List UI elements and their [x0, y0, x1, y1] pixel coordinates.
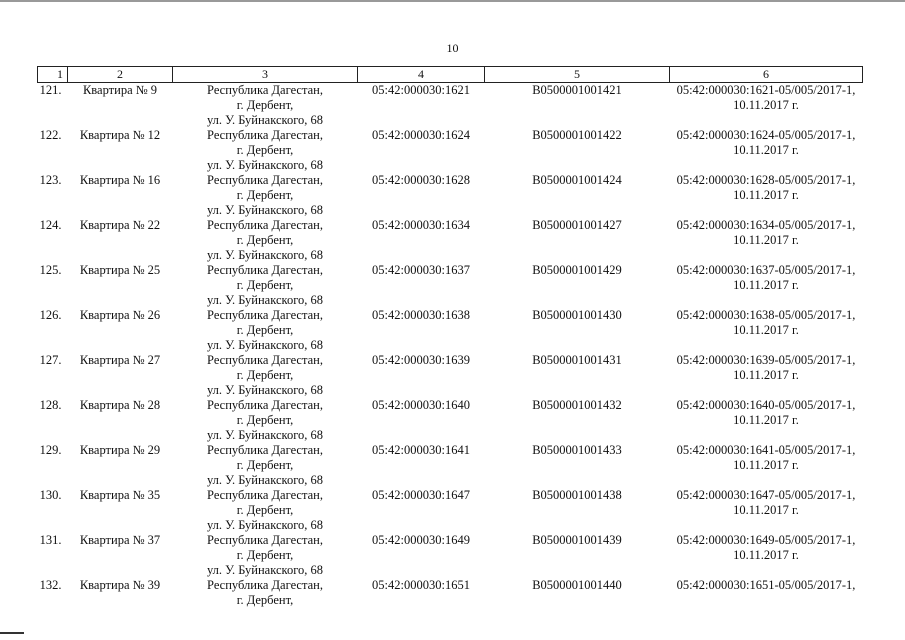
header-col-3: 3: [173, 67, 358, 83]
cadastral-number: 05:42:000030:1647: [372, 488, 470, 502]
address-line: г. Дербент,: [236, 143, 294, 157]
registration-record: [670, 533, 863, 578]
address-line: Республика Дагестан,: [207, 488, 323, 502]
object-name: Квартира № 29: [79, 443, 161, 457]
registry-code: В0500001001431: [532, 353, 622, 367]
header-col-2: 2: [68, 67, 173, 83]
registration-number: 05:42:000030:1641-05/005/2017-1,: [676, 443, 856, 457]
registration-number: 05:42:000030:1638-05/005/2017-1,: [676, 308, 856, 322]
object-address: [173, 83, 358, 129]
address-line: Республика Дагестан,: [207, 353, 323, 367]
row-number: 127.: [39, 353, 62, 367]
row-number: 128.: [39, 398, 62, 412]
registration-number: 05:42:000030:1634-05/005/2017-1,: [676, 218, 856, 232]
cadastral-number: 05:42:000030:1640: [372, 398, 470, 412]
address-line: Республика Дагестан,: [207, 83, 323, 97]
header-row: [38, 67, 863, 83]
row-number: 131.: [39, 533, 62, 547]
header-col-6: 6: [670, 67, 863, 83]
table-row: [38, 173, 863, 218]
address-line: ул. У. Буйнакского, 68: [206, 473, 324, 487]
object-name: Квартира № 12: [79, 128, 161, 142]
object-name: Квартира № 28: [79, 398, 161, 412]
table-row: [38, 308, 863, 353]
row-number: 122.: [39, 128, 62, 142]
registration-date: 10.11.2017 г.: [733, 368, 799, 382]
address-line: Республика Дагестан,: [207, 218, 323, 232]
table-row: [38, 533, 863, 578]
address-line: ул. У. Буйнакского, 68: [206, 563, 324, 577]
table-row: [38, 83, 863, 129]
address-line: ул. У. Буйнакского, 68: [206, 338, 324, 352]
registration-record: [670, 173, 863, 218]
object-address: [173, 173, 358, 218]
registration-number: 05:42:000030:1640-05/005/2017-1,: [676, 398, 856, 412]
table-row: [38, 578, 863, 608]
address-line: Республика Дагестан,: [207, 443, 323, 457]
object-address: [173, 353, 358, 398]
registration-date: 10.11.2017 г.: [733, 278, 799, 292]
registration-number: 05:42:000030:1628-05/005/2017-1,: [676, 173, 856, 187]
address-line: г. Дербент,: [236, 458, 294, 472]
address-line: г. Дербент,: [236, 593, 294, 607]
registration-record: [670, 398, 863, 443]
object-address: [173, 488, 358, 533]
address-line: г. Дербент,: [236, 323, 294, 337]
address-line: г. Дербент,: [236, 233, 294, 247]
row-number: 125.: [39, 263, 62, 277]
row-number: 123.: [39, 173, 62, 187]
scan-edge-bottom-left: [0, 632, 24, 634]
registration-record: [670, 128, 863, 173]
address-line: Республика Дагестан,: [207, 578, 323, 592]
registration-record: [670, 263, 863, 308]
registry-code: В0500001001433: [532, 443, 622, 457]
object-name: Квартира № 27: [79, 353, 161, 367]
registration-number: 05:42:000030:1639-05/005/2017-1,: [676, 353, 856, 367]
registry-code: В0500001001438: [532, 488, 622, 502]
row-number: 126.: [39, 308, 62, 322]
registration-date: 10.11.2017 г.: [733, 548, 799, 562]
cadastral-number: 05:42:000030:1628: [372, 173, 470, 187]
table-row: [38, 263, 863, 308]
registration-date: 10.11.2017 г.: [733, 323, 799, 337]
row-number: 124.: [39, 218, 62, 232]
address-line: Республика Дагестан,: [207, 308, 323, 322]
registration-record: [670, 443, 863, 488]
registration-date: 10.11.2017 г.: [733, 188, 799, 202]
registration-record: [670, 578, 863, 608]
address-line: г. Дербент,: [236, 413, 294, 427]
cadastral-number: 05:42:000030:1638: [372, 308, 470, 322]
registry-code: В0500001001439: [532, 533, 622, 547]
address-line: ул. У. Буйнакского, 68: [206, 248, 324, 262]
address-line: ул. У. Буйнакского, 68: [206, 383, 324, 397]
table-body: [38, 83, 863, 609]
address-line: Республика Дагестан,: [207, 398, 323, 412]
object-address: [173, 128, 358, 173]
object-address: [173, 218, 358, 263]
table-row: [38, 353, 863, 398]
registration-number: 05:42:000030:1624-05/005/2017-1,: [676, 128, 856, 142]
registry-code: В0500001001430: [532, 308, 622, 322]
object-name: Квартира № 35: [79, 488, 161, 502]
address-line: Республика Дагестан,: [207, 128, 323, 142]
object-address: [173, 308, 358, 353]
address-line: Республика Дагестан,: [207, 533, 323, 547]
registration-date: 10.11.2017 г.: [733, 233, 799, 247]
object-address: [173, 263, 358, 308]
registration-date: 10.11.2017 г.: [733, 503, 799, 517]
address-line: г. Дербент,: [236, 188, 294, 202]
registration-number: 05:42:000030:1637-05/005/2017-1,: [676, 263, 856, 277]
table-row: [38, 443, 863, 488]
address-line: ул. У. Буйнакского, 68: [206, 113, 324, 127]
scan-edge-top: [0, 0, 905, 2]
registry-code: В0500001001440: [532, 578, 622, 592]
registration-number: 05:42:000030:1647-05/005/2017-1,: [676, 488, 856, 502]
address-line: ул. У. Буйнакского, 68: [206, 428, 324, 442]
address-line: ул. У. Буйнакского, 68: [206, 158, 324, 172]
object-address: [173, 578, 358, 608]
object-name: Квартира № 25: [79, 263, 161, 277]
cadastral-number: 05:42:000030:1641: [372, 443, 470, 457]
object-name: Квартира № 22: [79, 218, 161, 232]
registration-record: [670, 308, 863, 353]
address-line: г. Дербент,: [236, 548, 294, 562]
cadastral-number: 05:42:000030:1624: [372, 128, 470, 142]
table-row: [38, 218, 863, 263]
header-col-5: 5: [485, 67, 670, 83]
registry-code: В0500001001424: [532, 173, 622, 187]
address-line: ул. У. Буйнакского, 68: [206, 203, 324, 217]
registration-number: 05:42:000030:1621-05/005/2017-1,: [676, 83, 856, 97]
registration-date: 10.11.2017 г.: [733, 458, 799, 472]
registry-code: В0500001001421: [532, 83, 622, 97]
address-line: г. Дербент,: [236, 98, 294, 112]
address-line: ул. У. Буйнакского, 68: [206, 518, 324, 532]
registration-date: 10.11.2017 г.: [733, 98, 799, 112]
registration-record: [670, 488, 863, 533]
cadastral-number: 05:42:000030:1639: [372, 353, 470, 367]
object-name: Квартира № 9: [82, 83, 158, 97]
object-name: Квартира № 37: [79, 533, 161, 547]
registry-code: В0500001001429: [532, 263, 622, 277]
address-line: ул. У. Буйнакского, 68: [206, 293, 324, 307]
registry-table: [37, 66, 863, 608]
object-address: [173, 398, 358, 443]
object-address: [173, 533, 358, 578]
registration-record: [670, 353, 863, 398]
cadastral-number: 05:42:000030:1621: [372, 83, 470, 97]
header-col-4: 4: [358, 67, 485, 83]
registry-code: В0500001001422: [532, 128, 622, 142]
cadastral-number: 05:42:000030:1651: [372, 578, 470, 592]
registration-record: [670, 83, 863, 129]
object-name: Квартира № 26: [79, 308, 161, 322]
row-number: 121.: [39, 83, 62, 97]
registry-code: В0500001001432: [532, 398, 622, 412]
cadastral-number: 05:42:000030:1637: [372, 263, 470, 277]
address-line: Республика Дагестан,: [207, 263, 323, 277]
header-col-1: 1: [38, 67, 68, 83]
registration-date: 10.11.2017 г.: [733, 413, 799, 427]
table-row: [38, 398, 863, 443]
registration-number: 05:42:000030:1651-05/005/2017-1,: [676, 578, 856, 592]
row-number: 130.: [39, 488, 62, 502]
address-line: г. Дербент,: [236, 278, 294, 292]
object-name: Квартира № 16: [79, 173, 161, 187]
table-row: [38, 128, 863, 173]
object-name: Квартира № 39: [79, 578, 161, 592]
registration-number: 05:42:000030:1649-05/005/2017-1,: [676, 533, 856, 547]
registration-record: [670, 218, 863, 263]
registration-date: 10.11.2017 г.: [733, 143, 799, 157]
address-line: г. Дербент,: [236, 368, 294, 382]
cadastral-number: 05:42:000030:1634: [372, 218, 470, 232]
page-number: 10: [446, 41, 459, 55]
row-number: 132.: [39, 578, 62, 592]
row-number: 129.: [39, 443, 62, 457]
cadastral-number: 05:42:000030:1649: [372, 533, 470, 547]
address-line: г. Дербент,: [236, 503, 294, 517]
registry-code: В0500001001427: [532, 218, 622, 232]
table-row: [38, 488, 863, 533]
object-address: [173, 443, 358, 488]
address-line: Республика Дагестан,: [207, 173, 323, 187]
